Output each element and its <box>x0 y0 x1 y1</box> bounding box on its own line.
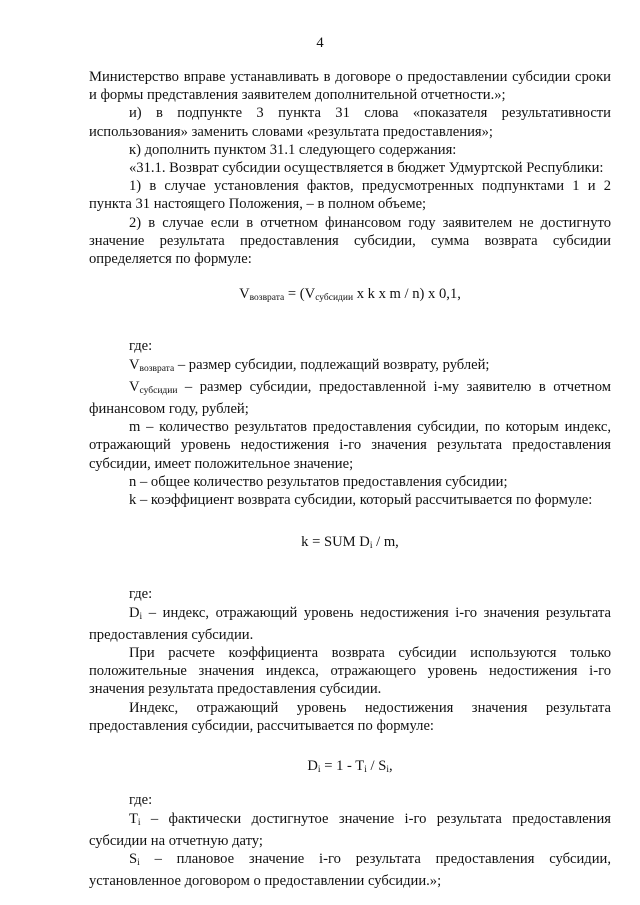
definition-v-return: $V_{возврата}$ – размер субсидии, подлежащий возврату, рублей; <box>129 356 490 374</box>
definition-k: k – коэффициент возврата субсидии, который рассчитывается по формуле: <box>129 492 593 509</box>
page-number: 4 <box>316 35 324 51</box>
paragraph-case-2: 2) в случае если в отчетном финансовом году заявителем не достигнуто значение результата предоставления субсидии, сумма возврата субсидии определяется по формуле: <box>89 214 611 268</box>
where-label-1: где: <box>129 338 153 355</box>
definition-t: $T_i$ – фактически достигнутое значение i-го результата предоставления субсидии на отчетную дату; <box>89 810 611 849</box>
paragraph-positive-values: При расчете коэффициента возврата субсидии используются только положительные значения индекса, отражающего уровень недостижения i-го значения результата предоставления субсидии. <box>89 645 611 698</box>
paragraph-31-1: «31.1. Возврат субсидии осуществляется в бюджет Удмуртской Республики: <box>129 160 604 177</box>
formula-coefficient-k: k = SUM $D_i$ / m, <box>301 534 399 552</box>
definition-m: m – количество результатов предоставления субсидии, по которым индекс, отражающий уровень недостижения i-го значения результата предоставления субсидии, имеет положительное значение; <box>89 419 611 472</box>
definition-n: n – общее количество результатов предоставления субсидии; <box>129 473 508 490</box>
where-label-3: где: <box>129 792 153 809</box>
formula-return-amount: $V_{возврата} = (V_{субсидии}$ x k x m / n) x 0,1, <box>239 286 461 304</box>
formula-index-d: $D_i = 1 - T_i / S_i$, <box>307 758 393 776</box>
paragraph-item-k: к) дополнить пунктом 31.1 следующего содержания: <box>129 141 457 158</box>
definition-v-subsidy: $V_{субсидии}$ – размер субсидии, предоставленной i-му заявителю в отчетном финансовом году, рублей; <box>89 378 611 418</box>
definition-s: $S_i$ – плановое значение i-го результата предоставления субсидии, установленное договором о предоставлении субсидии.»; <box>89 850 611 890</box>
definition-d: $D_i$ – индекс, отражающий уровень недостижения i-го значения результата предоставления субсидии. <box>89 604 611 643</box>
paragraph-index-formula: Индекс, отражающий уровень недостижения значения результата предоставления субсидии, рассчитывается по формуле: <box>89 699 611 734</box>
where-label-2: где: <box>129 586 153 603</box>
paragraph-ministry: Министерство вправе устанавливать в договоре о предоставлении субсидии сроки и формы представления заявителем дополнительной отчетности.»; <box>89 69 611 104</box>
paragraph-case-1: 1) в случае установления фактов, предусмотренных подпунктами 1 и 2 пункта 31 настоящего Положения, – в полном объеме; <box>89 178 611 213</box>
paragraph-item-i: и) в подпункте 3 пункта 31 слова «показателя результативности использования» заменить словами «результата предоставления»; <box>89 105 611 140</box>
document-body <box>89 68 611 890</box>
